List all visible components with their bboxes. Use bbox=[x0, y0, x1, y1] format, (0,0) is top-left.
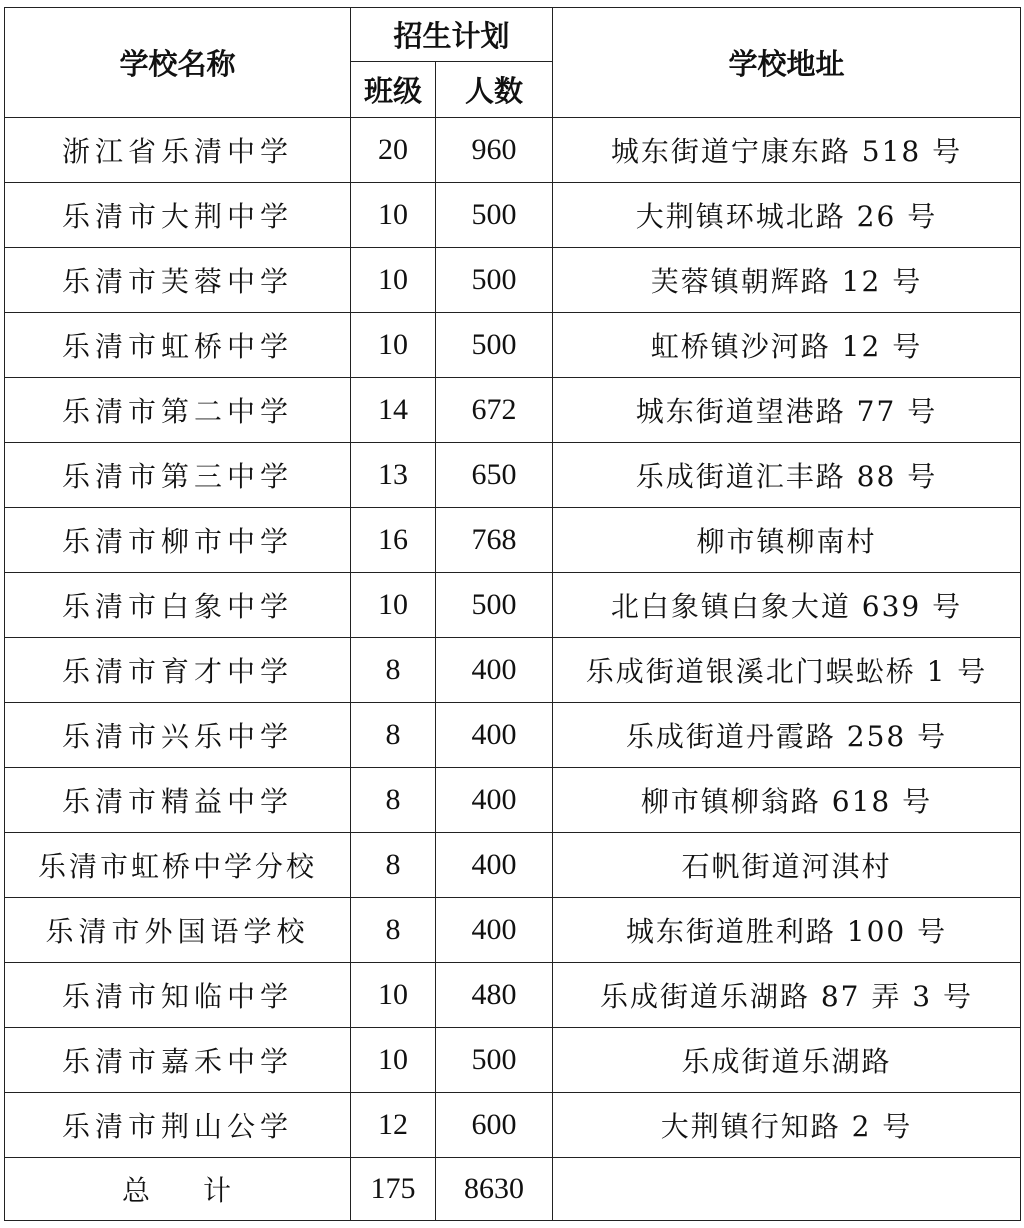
classes-cell: 8 bbox=[351, 833, 436, 898]
school-name-cell: 乐清市嘉禾中学 bbox=[5, 1028, 351, 1093]
students-cell: 672 bbox=[436, 378, 553, 443]
school-name-cell: 乐清市第二中学 bbox=[5, 378, 351, 443]
address-cell: 石帆街道河淇村 bbox=[553, 833, 1021, 898]
classes-cell: 8 bbox=[351, 898, 436, 963]
students-cell: 400 bbox=[436, 703, 553, 768]
school-name-cell: 乐清市育才中学 bbox=[5, 638, 351, 703]
address-cell: 乐成街道丹霞路 258 号 bbox=[553, 703, 1021, 768]
table-row bbox=[5, 443, 1021, 508]
students-cell: 500 bbox=[436, 313, 553, 378]
classes-cell: 8 bbox=[351, 768, 436, 833]
school-name-cell: 乐清市荆山公学 bbox=[5, 1093, 351, 1158]
address-cell: 乐成街道乐湖路 87 弄 3 号 bbox=[553, 963, 1021, 1028]
total-address bbox=[553, 1158, 1021, 1221]
students-cell: 500 bbox=[436, 573, 553, 638]
table-row bbox=[5, 573, 1021, 638]
table-row bbox=[5, 1093, 1021, 1158]
address-cell: 芙蓉镇朝辉路 12 号 bbox=[553, 248, 1021, 313]
address-cell: 虹桥镇沙河路 12 号 bbox=[553, 313, 1021, 378]
table-row bbox=[5, 963, 1021, 1028]
table-row bbox=[5, 1028, 1021, 1093]
table-row bbox=[5, 768, 1021, 833]
table-row bbox=[5, 898, 1021, 963]
header-school-name: 学校名称 bbox=[5, 8, 351, 118]
address-cell: 柳市镇柳翁路 618 号 bbox=[553, 768, 1021, 833]
school-name-cell: 乐清市知临中学 bbox=[5, 963, 351, 1028]
school-name-cell: 乐清市兴乐中学 bbox=[5, 703, 351, 768]
address-cell: 乐成街道乐湖路 bbox=[553, 1028, 1021, 1093]
classes-cell: 10 bbox=[351, 963, 436, 1028]
school-name-cell: 乐清市精益中学 bbox=[5, 768, 351, 833]
address-cell: 城东街道宁康东路 518 号 bbox=[553, 118, 1021, 183]
table-row bbox=[5, 703, 1021, 768]
students-cell: 400 bbox=[436, 898, 553, 963]
table-row bbox=[5, 638, 1021, 703]
school-name-cell: 乐清市芙蓉中学 bbox=[5, 248, 351, 313]
address-cell: 北白象镇白象大道 639 号 bbox=[553, 573, 1021, 638]
students-cell: 480 bbox=[436, 963, 553, 1028]
classes-cell: 10 bbox=[351, 1028, 436, 1093]
address-cell: 乐成街道银溪北门蜈蚣桥 1 号 bbox=[553, 638, 1021, 703]
school-name-cell: 乐清市大荆中学 bbox=[5, 183, 351, 248]
classes-cell: 10 bbox=[351, 183, 436, 248]
address-cell: 柳市镇柳南村 bbox=[553, 508, 1021, 573]
header-students: 人数 bbox=[436, 62, 553, 118]
school-name-cell: 乐清市虹桥中学分校 bbox=[5, 833, 351, 898]
total-row bbox=[5, 1158, 1021, 1221]
students-cell: 500 bbox=[436, 1028, 553, 1093]
classes-cell: 14 bbox=[351, 378, 436, 443]
students-cell: 960 bbox=[436, 118, 553, 183]
classes-cell: 12 bbox=[351, 1093, 436, 1158]
header-classes: 班级 bbox=[351, 62, 436, 118]
address-cell: 城东街道望港路 77 号 bbox=[553, 378, 1021, 443]
students-cell: 768 bbox=[436, 508, 553, 573]
students-cell: 400 bbox=[436, 768, 553, 833]
students-cell: 500 bbox=[436, 248, 553, 313]
header-enrollment-plan: 招生计划 bbox=[351, 8, 553, 62]
table-row bbox=[5, 118, 1021, 183]
classes-cell: 10 bbox=[351, 248, 436, 313]
table-row bbox=[5, 183, 1021, 248]
table-row bbox=[5, 508, 1021, 573]
total-students: 8630 bbox=[436, 1158, 553, 1221]
total-classes: 175 bbox=[351, 1158, 436, 1221]
address-cell: 大荆镇行知路 2 号 bbox=[553, 1093, 1021, 1158]
header-school-address: 学校地址 bbox=[553, 8, 1021, 118]
address-cell: 大荆镇环城北路 26 号 bbox=[553, 183, 1021, 248]
school-name-cell: 乐清市虹桥中学 bbox=[5, 313, 351, 378]
table-row bbox=[5, 833, 1021, 898]
school-name-cell: 乐清市第三中学 bbox=[5, 443, 351, 508]
address-cell: 乐成街道汇丰路 88 号 bbox=[553, 443, 1021, 508]
students-cell: 400 bbox=[436, 833, 553, 898]
students-cell: 400 bbox=[436, 638, 553, 703]
classes-cell: 8 bbox=[351, 703, 436, 768]
school-name-cell: 浙江省乐清中学 bbox=[5, 118, 351, 183]
school-name-cell: 乐清市白象中学 bbox=[5, 573, 351, 638]
students-cell: 600 bbox=[436, 1093, 553, 1158]
table-row bbox=[5, 378, 1021, 443]
table-row bbox=[5, 248, 1021, 313]
students-cell: 650 bbox=[436, 443, 553, 508]
school-name-cell: 乐清市外国语学校 bbox=[5, 898, 351, 963]
enrollment-table bbox=[4, 7, 1021, 1221]
classes-cell: 10 bbox=[351, 573, 436, 638]
total-label: 总 计 bbox=[5, 1158, 351, 1221]
address-cell: 城东街道胜利路 100 号 bbox=[553, 898, 1021, 963]
students-cell: 500 bbox=[436, 183, 553, 248]
classes-cell: 16 bbox=[351, 508, 436, 573]
table-row bbox=[5, 313, 1021, 378]
school-name-cell: 乐清市柳市中学 bbox=[5, 508, 351, 573]
classes-cell: 10 bbox=[351, 313, 436, 378]
classes-cell: 13 bbox=[351, 443, 436, 508]
classes-cell: 8 bbox=[351, 638, 436, 703]
classes-cell: 20 bbox=[351, 118, 436, 183]
